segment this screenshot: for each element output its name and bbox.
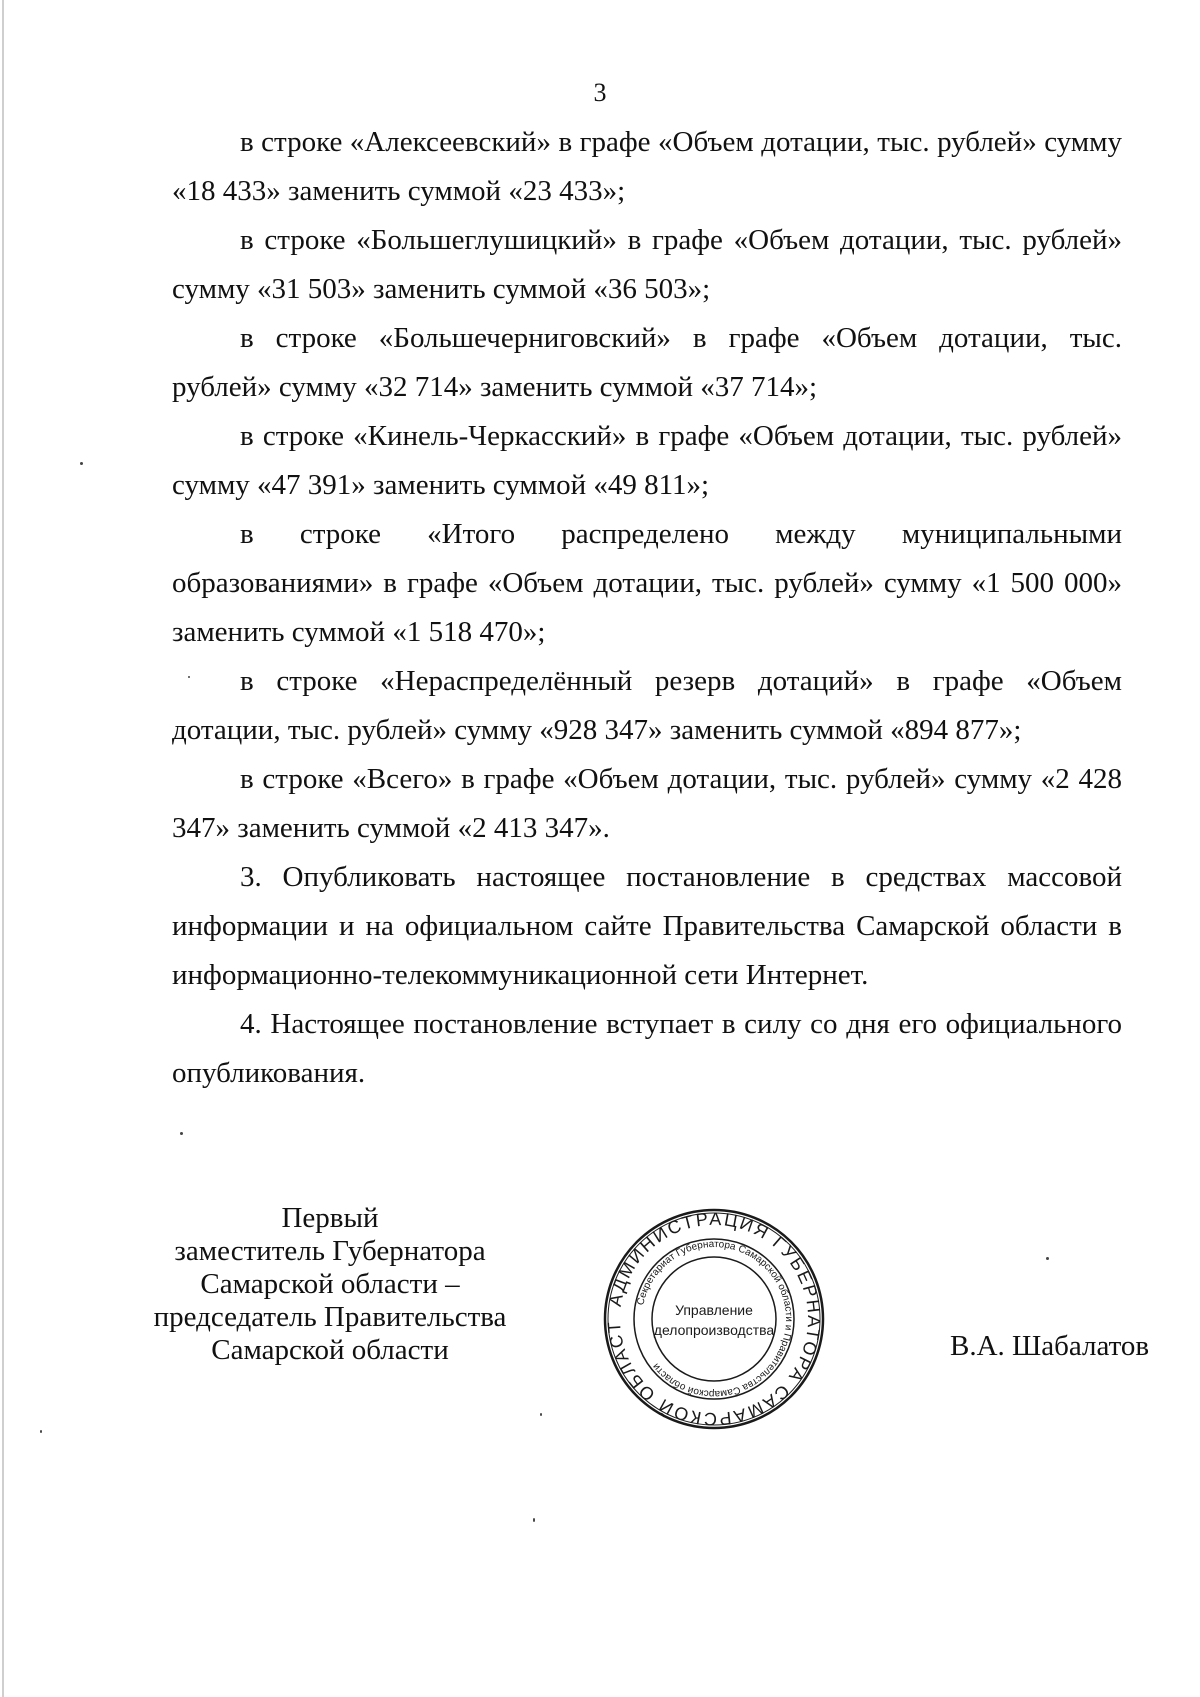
stamp-inner-text: Секретариат Губернатора Самарской области и Правительства Самарской области bbox=[635, 1238, 795, 1400]
paragraph-itogo: в строке «Итого распределено между муниципальными образованиями» в графе «Объем дотации, тыс. рублей» сумму «1 500 000» заменить суммой «1 518 470»; bbox=[172, 518, 1122, 648]
stamp-outer-text: АДМИНИСТРАЦИЯ ГУБЕРНАТОРА САМАРСКОЙ ОБЛАСТ bbox=[603, 1208, 825, 1430]
signatory-name: В.А. Шабалатов bbox=[950, 1330, 1150, 1362]
paragraph-reserve: в строке «Нераспределённый резерв дотаций» в графе «Объем дотации, тыс. рублей» сумму «928 347» заменить суммой «894 877»; bbox=[172, 665, 1122, 746]
document-body bbox=[172, 118, 1122, 1098]
page-number: 3 bbox=[593, 78, 607, 107]
scan-speck bbox=[180, 1132, 183, 1135]
paragraph-bolsheglushitsky: в строке «Большеглушицкий» в графе «Объем дотации, тыс. рублей» сумму «31 503» заменить суммой «36 503»; bbox=[172, 224, 1122, 305]
signatory-title-line: Первый bbox=[281, 1202, 379, 1234]
paragraph-vsego: в строке «Всего» в графе «Объем дотации, тыс. рублей» сумму «2 428 347» заменить суммой «2 413 347». bbox=[172, 763, 1122, 844]
stamp-center-line-1: Управление bbox=[675, 1302, 753, 1318]
signatory-title-line: Самарской области bbox=[211, 1334, 449, 1366]
paragraph-effective-date: 4. Настоящее постановление вступает в силу со дня его официального опубликования. bbox=[172, 1008, 1122, 1089]
stamp-seal-icon bbox=[600, 1205, 828, 1433]
paragraph-bolshechernigovsky: в строке «Большечерниговский» в графе «Объем дотации, тыс. рублей» сумму «32 714» заменить суммой «37 714»; bbox=[172, 322, 1122, 403]
signatory-title bbox=[150, 1202, 510, 1367]
stamp-center-line-2: делопроизводства bbox=[653, 1322, 775, 1338]
scan-speck bbox=[1046, 1257, 1049, 1260]
signatory-title-line: Самарской области – bbox=[200, 1268, 460, 1300]
signatory-title-line: председатель Правительства bbox=[153, 1301, 507, 1333]
paragraph-publish: 3. Опубликовать настоящее постановление в средствах массовой информации и на официальном сайте Правительства Самарской области в информационно-телекоммуникационной сети Интернет. bbox=[172, 861, 1122, 991]
official-stamp bbox=[600, 1205, 828, 1433]
scan-speck bbox=[533, 1518, 535, 1522]
paragraph-alekseevsky: в строке «Алексеевский» в графе «Объем дотации, тыс. рублей» сумму «18 433» заменить суммой «23 433»; bbox=[172, 126, 1122, 207]
scan-speck bbox=[80, 462, 83, 465]
paragraph-kinel-cherkassky: в строке «Кинель-Черкасский» в графе «Объем дотации, тыс. рублей» сумму «47 391» заменить суммой «49 811»; bbox=[172, 420, 1122, 501]
scan-speck bbox=[540, 1413, 542, 1416]
scan-speck bbox=[188, 676, 190, 678]
svg-text:Секретариат Губернатора Самарс bbox=[635, 1239, 794, 1399]
scan-speck bbox=[40, 1430, 42, 1433]
scan-edge-line bbox=[2, 0, 4, 1697]
signatory-title-line: заместитель Губернатора bbox=[174, 1235, 486, 1267]
